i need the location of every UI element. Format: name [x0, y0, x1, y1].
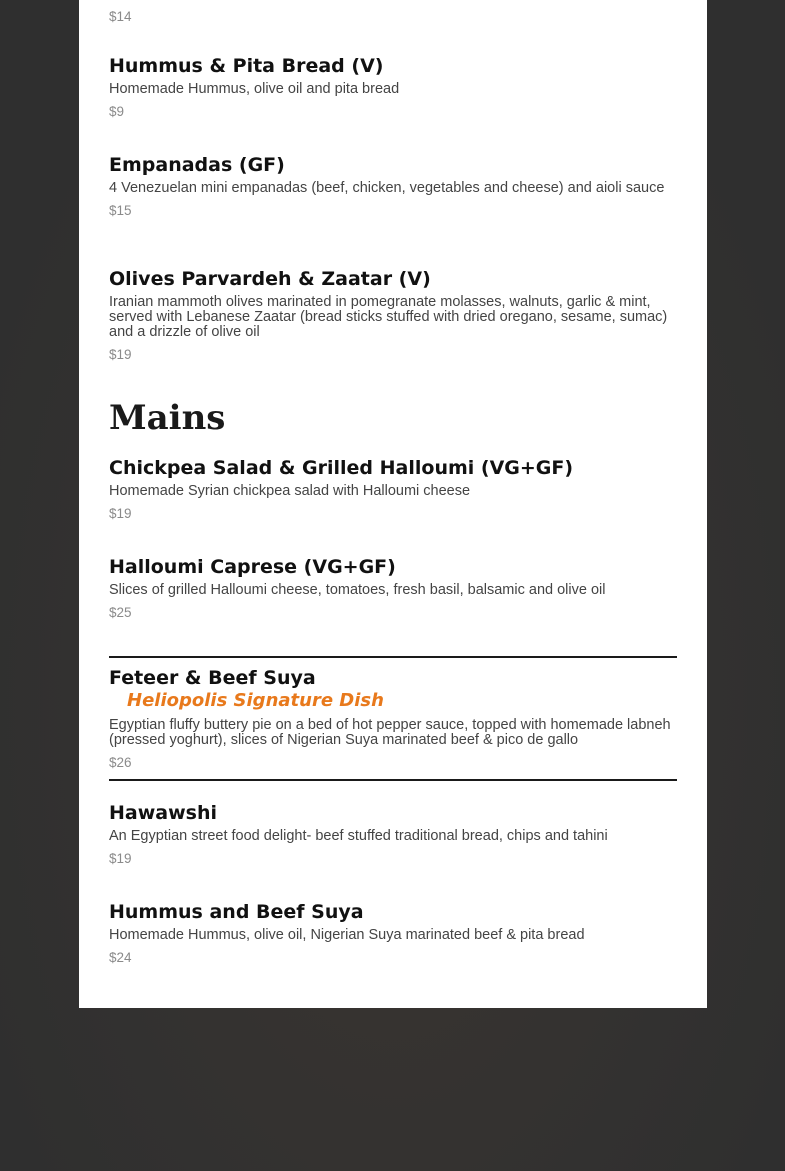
signature-badge: Heliopolis Signature Dish	[127, 690, 384, 711]
item-description: Slices of grilled Halloumi cheese, tomatoes, fresh basil, balsamic and olive oil	[109, 582, 606, 598]
item-price: $9	[109, 104, 125, 119]
menu-item-chickpea-salad	[109, 456, 677, 522]
item-description: An Egyptian street food delight- beef stuffed traditional bread, chips and tahini	[109, 828, 608, 844]
menu-item-olives	[109, 267, 677, 363]
item-description: Iranian mammoth olives marinated in pomegranate molasses, walnuts, garlic & mint, served with Lebanese Zaatar (bread sticks stuffed with dried oregano, sesame, sumac) and a drizzle of olive oil	[109, 294, 668, 340]
item-name: Hummus and Beef Suya	[109, 901, 364, 923]
item-description: Homemade Syrian chickpea salad with Halloumi cheese	[109, 483, 471, 499]
menu-item-partial	[109, 9, 677, 25]
item-price: $19	[109, 851, 132, 866]
item-name: Hawawshi	[109, 802, 217, 824]
item-name: Feteer & Beef Suya	[109, 667, 316, 689]
item-description: Homemade Hummus, olive oil and pita bread	[109, 81, 400, 97]
menu-card	[79, 0, 707, 1008]
menu-item-hawawshi	[109, 801, 677, 867]
menu-item-empanadas	[109, 153, 677, 219]
item-price: $15	[109, 203, 132, 218]
item-name: Halloumi Caprese (VG+GF)	[109, 556, 396, 578]
item-name: Empanadas (GF)	[109, 154, 285, 176]
item-description: 4 Venezuelan mini empanadas (beef, chicken, vegetables and cheese) and aioli sauce	[109, 180, 665, 196]
item-price: $24	[109, 950, 132, 965]
item-price: $19	[109, 506, 132, 521]
item-price: $26	[109, 755, 132, 770]
item-price: $19	[109, 347, 132, 362]
menu-item-hummus-pita	[109, 54, 677, 120]
section-title-mains: Mains	[109, 398, 226, 438]
item-description: Egyptian fluffy buttery pie on a bed of hot pepper sauce, topped with homemade labneh (pressed yoghurt), slices of Nigerian Suya marinated beef & pico de gallo	[109, 717, 671, 748]
item-price: $25	[109, 605, 132, 620]
divider-top	[109, 656, 677, 658]
menu-item-hummus-beef-suya	[109, 900, 677, 966]
menu-item-halloumi-caprese	[109, 555, 677, 621]
item-price: $14	[109, 9, 132, 24]
item-name: Olives Parvardeh & Zaatar (V)	[109, 268, 431, 290]
item-name: Hummus & Pita Bread (V)	[109, 55, 384, 77]
divider-bottom	[109, 779, 677, 781]
item-name: Chickpea Salad & Grilled Halloumi (VG+GF)	[109, 457, 574, 479]
menu-item-feteer-beef-suya	[109, 666, 677, 771]
item-description: Homemade Hummus, olive oil, Nigerian Suya marinated beef & pita bread	[109, 927, 585, 943]
